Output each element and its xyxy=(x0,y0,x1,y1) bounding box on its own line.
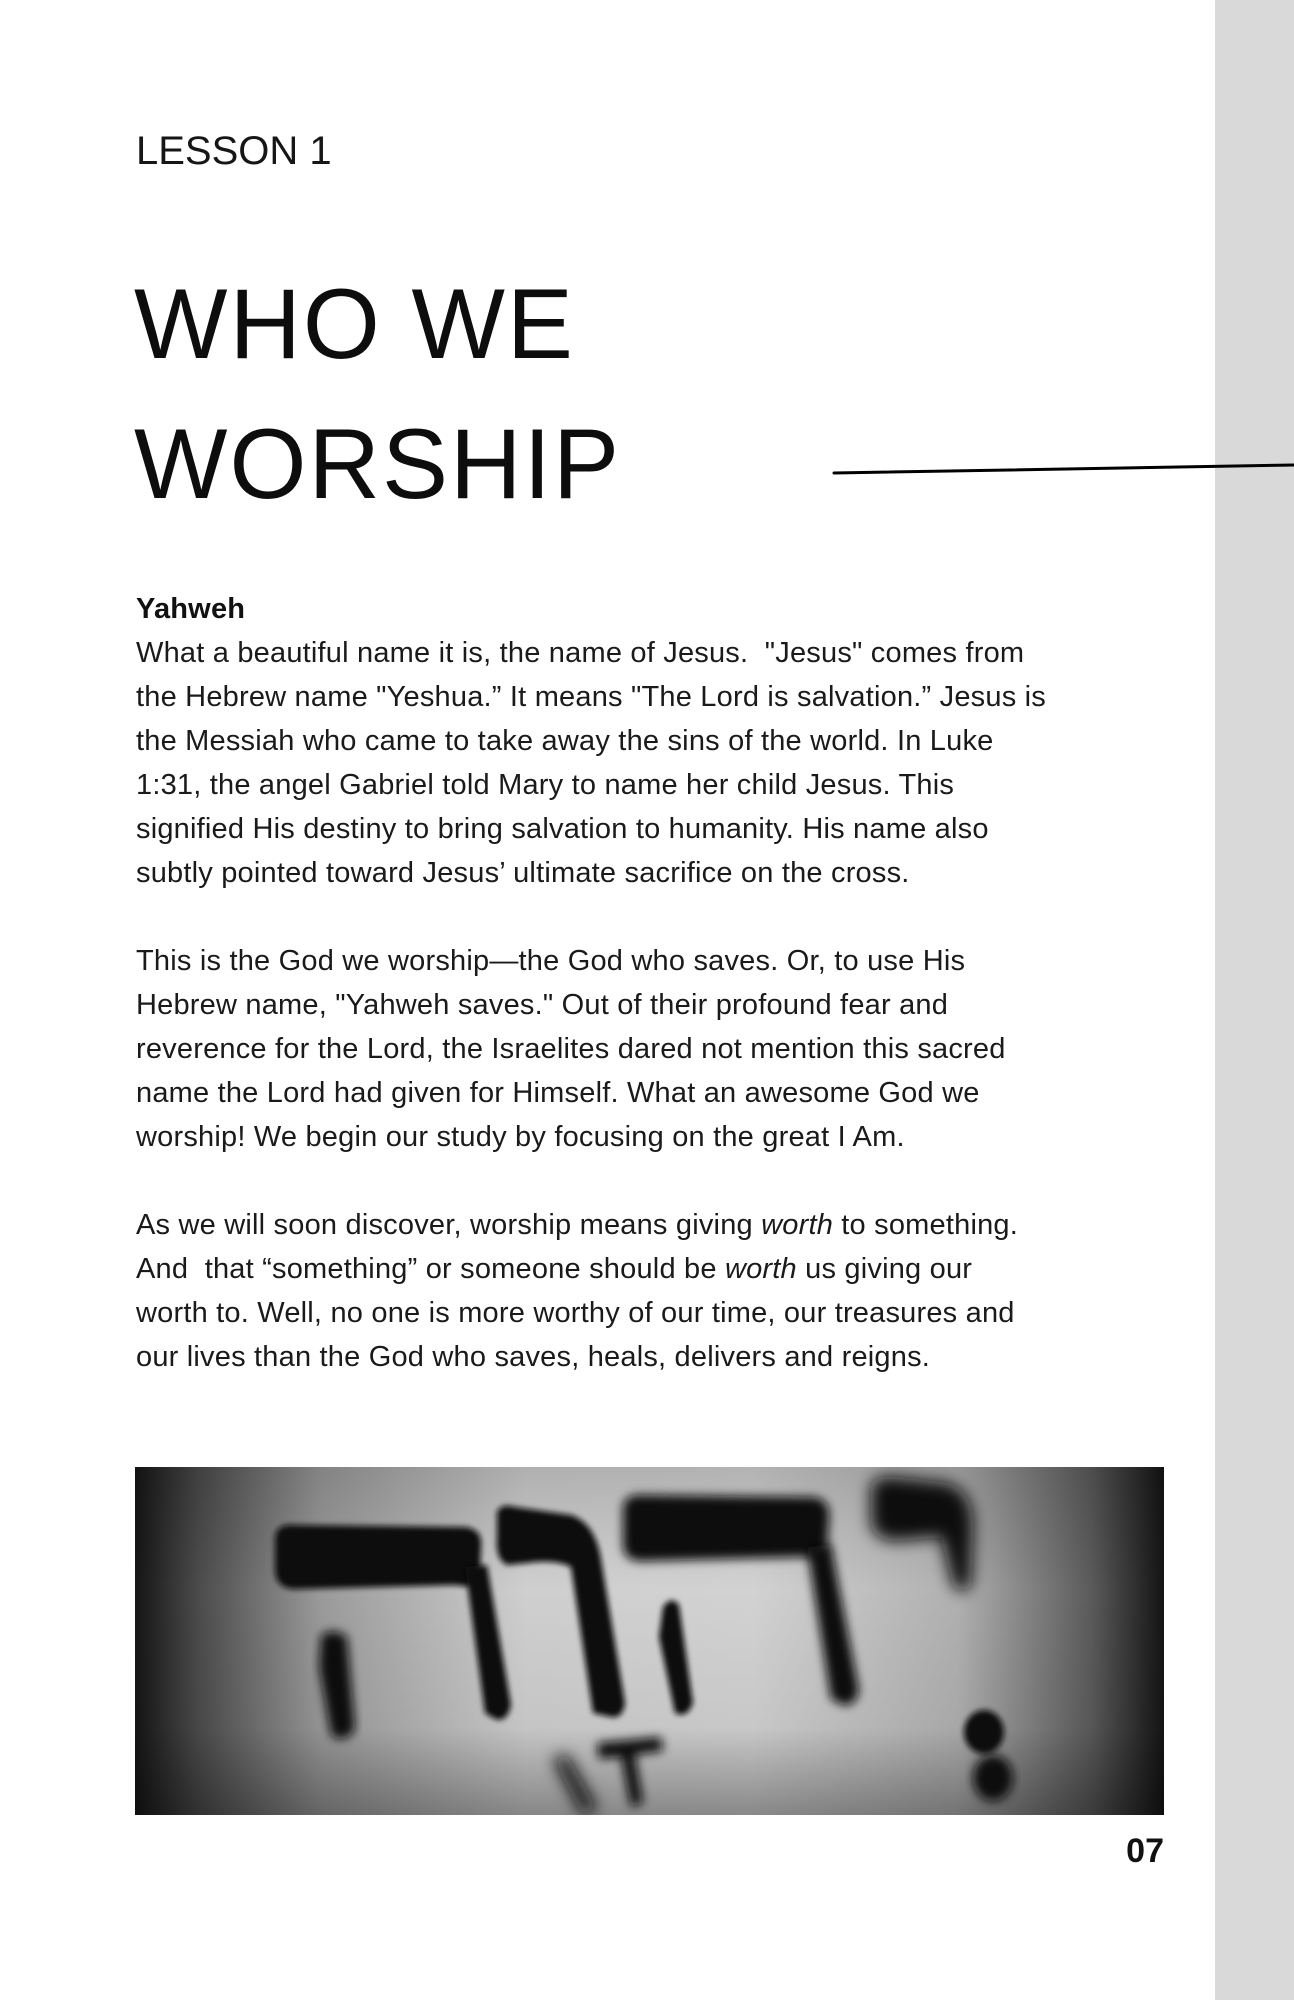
body-text xyxy=(136,587,1196,1423)
text-line: name the Lord had given for Himself. What an awesome God we xyxy=(136,1077,980,1109)
text-segment: As we will soon discover, worship means giving xyxy=(136,1209,762,1241)
text-line: 1:31, the angel Gabriel told Mary to name her child Jesus. This xyxy=(136,769,955,801)
text-line: the Hebrew name "Yeshua.” It means "The Lord is salvation.” Jesus is xyxy=(136,681,1046,713)
text-segment: And that “something” or someone should be xyxy=(136,1253,725,1285)
text-line xyxy=(136,1291,1196,1335)
letter-hey-right xyxy=(623,1495,829,1561)
text-line: What a beautiful name it is, the name of Jesus. "Jesus" comes from xyxy=(136,637,1025,669)
emphasis-text: worth xyxy=(761,1209,834,1241)
side-panel xyxy=(1215,0,1294,2000)
page-number: 07 xyxy=(1126,1832,1164,1870)
text-segment: us giving our xyxy=(796,1253,973,1285)
text-segment: our lives than the God who saves, heals, delivers and reigns. xyxy=(136,1341,931,1373)
text-line: This is the God we worship—the God who saves. Or, to use His xyxy=(136,945,966,977)
text-line: worship! We begin our study by focusing on the great I Am. xyxy=(136,1121,905,1153)
hebrew-letters-photo xyxy=(135,1467,1164,1815)
letter-hey-left xyxy=(275,1525,481,1589)
colon-dot-bottom xyxy=(973,1755,1013,1801)
lesson-label: LESSON 1 xyxy=(136,129,332,173)
text-line: the Messiah who came to take away the sins of the world. In Luke xyxy=(136,725,994,757)
text-line: signified His destiny to bring salvation to humanity. His name also xyxy=(136,813,989,845)
text-line xyxy=(136,1203,1196,1247)
photo-image xyxy=(135,1467,1164,1815)
emphasis-text: worth xyxy=(724,1253,797,1285)
text-segment: worth to. Well, no one is more worthy of our time, our treasures and xyxy=(136,1297,1015,1329)
paragraph xyxy=(136,939,1196,1159)
text-line: Hebrew name, "Yahweh saves." Out of their profound fear and xyxy=(136,989,949,1021)
text-line xyxy=(136,1247,1196,1291)
title-line: WHO WE xyxy=(134,268,575,379)
paragraph xyxy=(136,631,1196,895)
text-line xyxy=(136,1335,1196,1379)
paragraph xyxy=(136,1203,1196,1379)
section-heading: Yahweh xyxy=(136,593,246,625)
text-line: reverence for the Lord, the Israelites dared not mention this sacred xyxy=(136,1033,1006,1065)
text-segment: to something. xyxy=(833,1209,1019,1241)
title-line: WORSHIP xyxy=(134,408,622,519)
colon-dot-top xyxy=(964,1710,1004,1754)
page-title xyxy=(134,254,621,534)
text-line: subtly pointed toward Jesus’ ultimate sacrifice on the cross. xyxy=(136,857,910,889)
